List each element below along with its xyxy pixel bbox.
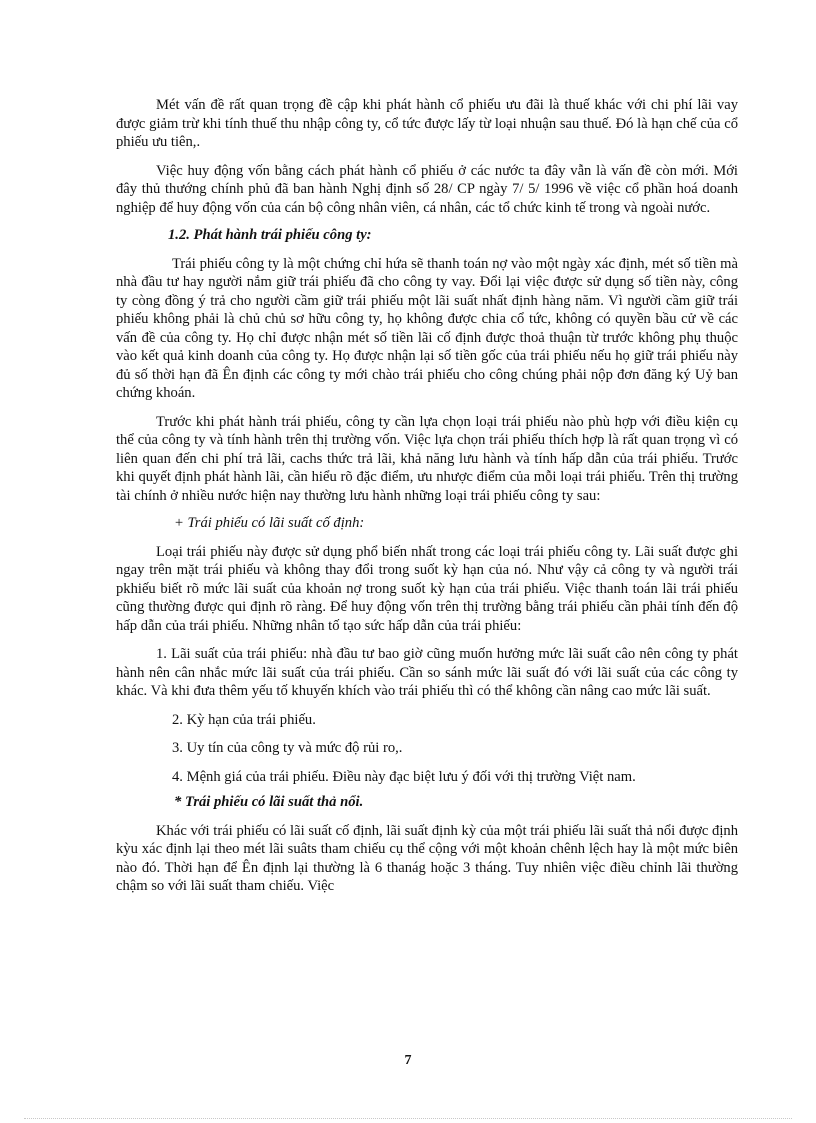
paragraph-1: Mét vấn đề rất quan trọng đề cập khi phát hành cổ phiếu ưu đãi là thuế khác với chi phí lãi vay được giảm trừ khi tính thuế thu nhập công ty, cổ tức được lấy từ loại nhuận sau thuế. Đó là hạn chế của cổ phiếu ưu tiên,.: [116, 97, 738, 150]
document-body: [116, 96, 738, 896]
list-item-1: 1. Lãi suất của trái phiếu: nhà đầu tư bao giờ cũng muốn hưởng mức lãi suất câo nên công ty phát hành nên cân nhắc mức lãi suất của trái phiếu. Cần so sánh mức lãi suất đó với lãi suất của các công ty khác. Và khi đưa thêm yếu tố khuyến khích vào trái phiếu thì có thể không cần nâng cao mức lãi suất.: [116, 646, 738, 699]
paragraph-2: Việc huy động vốn bằng cách phát hành cổ phiếu ở các nước ta đây vẫn là vấn đề còn mới. Mới đây thủ thướng chính phủ đã ban hành Nghị định số 28/ CP ngày 7/ 5/ 1996 về việc cổ phần hoá doanh nghiệp để huy động vốn của cán bộ công nhân viên, cá nhân, các tổ chức kinh tế trong và ngoài nước.: [116, 162, 738, 216]
list-item-4: 4. Mệnh giá của trái phiếu. Điều này đạc biệt lưu ý đối với thị trường Việt nam.: [172, 768, 636, 785]
page-number: 7: [404, 1053, 412, 1068]
list-item-3: 3. Uy tín của công ty và mức độ rủi ro,.: [172, 740, 403, 756]
paragraph-5: Loại trái phiếu này được sử dụng phổ biến nhất trong các loại trái phiếu công ty. Lãi suất được ghi ngay trên mặt trái phiếu và không thay đổi trong suốt kỳ hạn của nó. Như vậy cả công ty và người trái pkhiếu biết rõ mức lãi suất của khoản nợ trong suốt kỳ hạn của trái phiếu. Việc thanh toán lãi trái phiếu cũng thường được qui định rõ ràng. Để huy động vốn trên thị trường bằng trái phiếu cần phải tính đến độ hấp dẫn của trái phiếu. Những nhân tố tạo sức hấp dẫn của trái phiếu:: [116, 543, 738, 634]
section-heading: 1.2. Phát hành trái phiếu công ty:: [168, 227, 372, 243]
subheading-floating-rate: * Trái phiếu có lãi suất thả nổi.: [174, 794, 364, 810]
paragraph-4: Trước khi phát hành trái phiếu, công ty cần lựa chọn loại trái phiếu nào phù hợp với điều kiện cụ thể của công ty và tính hành trên thị trường vốn. Việc lựa chọn trái phiếu thích hợp là rất quan trọng vì có liên quan đến chi phí trả lãi, cachs thức trả lãi, khả năng lưu hành và tính hấp dẫn của trái phiếu. Trước khi quyết định phát hành lãi, cần hiểu rõ đặc điểm, ưu nhược điểm của mỗi loại trái phiếu. Trên thị trường tài chính ở nhiều nước hiện nay thường lưu hành những loại trái phiếu công ty sau:: [116, 413, 738, 504]
list-item-2: 2. Kỳ hạn của trái phiếu.: [172, 711, 316, 728]
paragraph-6: Khác với trái phiếu có lãi suất cố định, lãi suất định kỳ của một trái phiếu lãi suất thả nổi được định kỳu xác định lại theo mét lãi suâts tham chiếu cụ thể cộng với một khoản chênh lệch hay là một mức biên nào đó. Thời hạn để Ên định lại thường là 6 thanág hoặc 3 tháng. Tuy nhiên việc điều chỉnh lãi thường chậm so với lãi suất tham chiếu. Việc: [116, 822, 738, 894]
subheading-fixed-rate: + Trái phiếu có lãi suất cố định:: [174, 515, 365, 531]
paragraph-3: Trái phiếu công ty là một chứng chỉ hứa sẽ thanh toán nợ vào một ngày xác định, mét số tiền mà nhà đầu tư hay người nắm giữ trái phiếu đã cho công ty vay. Đổi lại việc được sử dụng số tiền này, công ty còng đồng ý trả cho người cầm giữ trái phiếu một lãi suất nhất định hàng năm. Vì người cầm giữ trái phiếu không phải là chủ chủ sơ hữu công ty, họ không được chia cổ tức, không có quyền bầu cử về các vấn đề của công ty. Họ chỉ được nhận mét số tiền lãi cố định được thoả thuận từ trước không phụ thuộc vào kết quả kinh doanh của công ty. Họ được nhận lại số tiền gốc của trái phiếu nếu họ giữ trái phiếu này đủ số thời hạn đã Ên định các công ty mới chào trái phiếu cho công chúng phải nộp đơn đăng ký Uỷ ban chứng khoán.: [116, 255, 738, 401]
page-bottom-divider: [24, 1118, 792, 1119]
